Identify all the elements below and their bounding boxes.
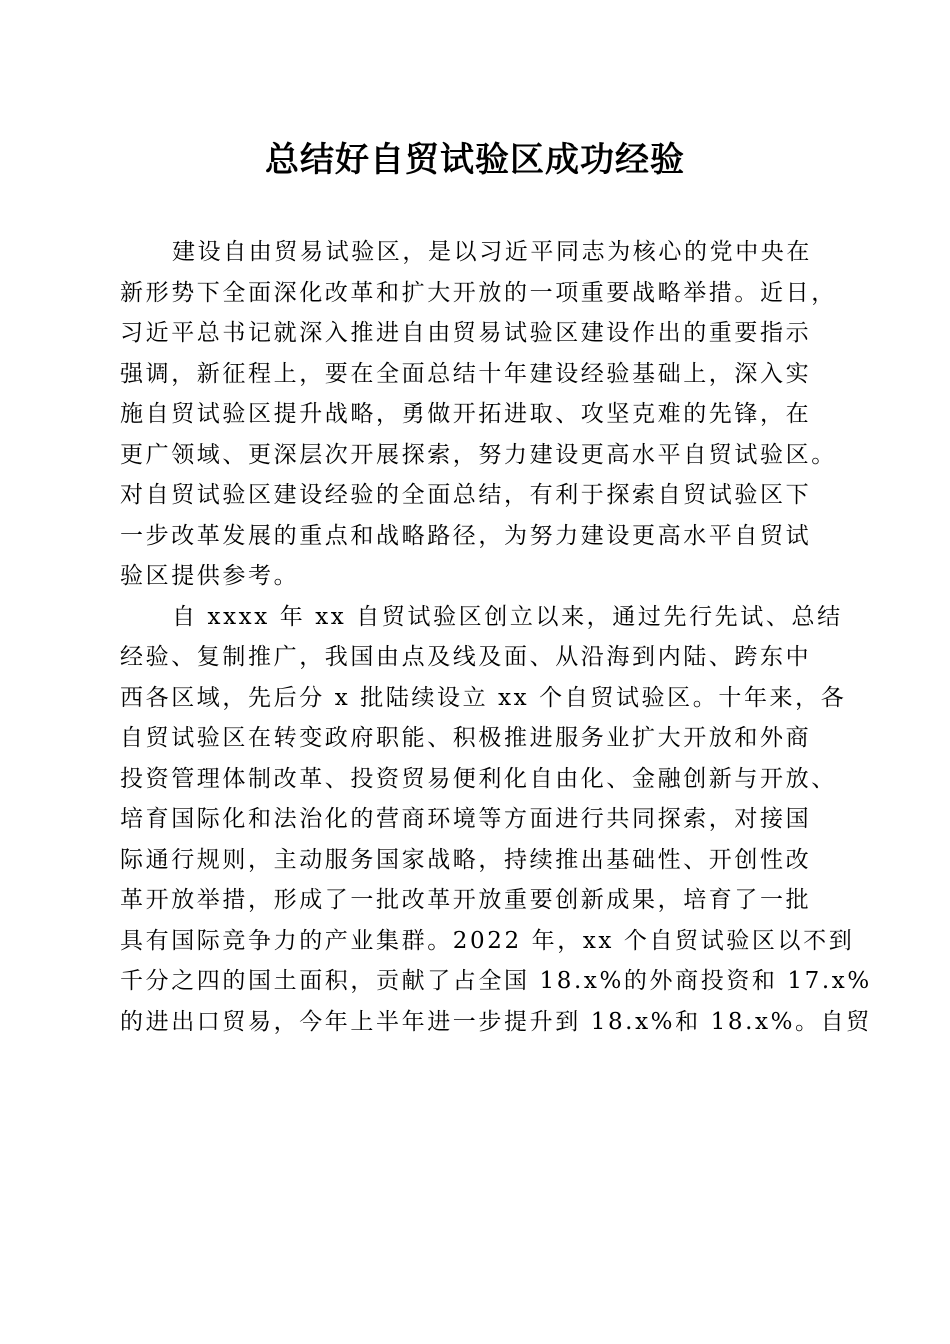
text-line: 一步改革发展的重点和战略路径，为努力建设更高水平自贸试 (120, 522, 812, 549)
text-line: 对自贸试验区建设经验的全面总结，有利于探索自贸试验区下 (120, 482, 812, 508)
paragraph-2 (120, 597, 872, 1043)
text-line: 习近平总书记就深入推进自由贸易试验区建设作出的重要指示 (120, 320, 812, 346)
paragraph-1 (120, 232, 837, 597)
text-line: 自 xxxx 年 xx 自贸试验区创立以来，通过先行先试、总结 (172, 603, 843, 630)
text-line: 更广领域、更深层次开展探索，努力建设更高水平自贸试验区。 (120, 441, 837, 468)
text-line: 千分之四的国土面积，贡献了占全国 18.x%的外商投资和 17.x% (120, 968, 872, 994)
text-line: 新形势下全面深化改革和扩大开放的一项重要战略举措。近日， (120, 279, 837, 306)
document-body (120, 232, 872, 1042)
text-line: 强调，新征程上，要在全面总结十年建设经验基础上，深入实 (120, 360, 812, 387)
text-line: 际通行规则，主动服务国家战略，持续推出基础性、开创性改 (120, 846, 812, 873)
text-line: 自贸试验区在转变政府职能、积极推进服务业扩大开放和外商 (120, 725, 812, 751)
text-line: 验区提供参考。 (120, 563, 300, 589)
text-line: 施自贸试验区提升战略，勇做开拓进取、攻坚克难的先锋，在 (120, 401, 812, 427)
text-line: 经验、复制推广，我国由点及线及面、从沿海到内陆、跨东中 (120, 644, 812, 670)
text-line: 的进出口贸易，今年上半年进一步提升到 18.x%和 18.x%。自贸 (120, 1008, 872, 1035)
text-line: 革开放举措，形成了一批改革开放重要创新成果，培育了一批 (120, 887, 812, 913)
text-line: 投资管理体制改革、投资贸易便利化自由化、金融创新与开放、 (120, 765, 837, 792)
text-line: 培育国际化和法治化的营商环境等方面进行共同探索，对接国 (120, 806, 812, 832)
text-line: 具有国际竞争力的产业集群。2022 年，xx 个自贸试验区以不到 (120, 927, 855, 954)
document-title: 总结好自贸试验区成功经验 (265, 140, 685, 180)
text-line: 西各区域，先后分 x 批陆续设立 xx 个自贸试验区。十年来，各 (120, 684, 847, 711)
text-line: 建设自由贸易试验区，是以习近平同志为核心的党中央在 (172, 239, 812, 265)
